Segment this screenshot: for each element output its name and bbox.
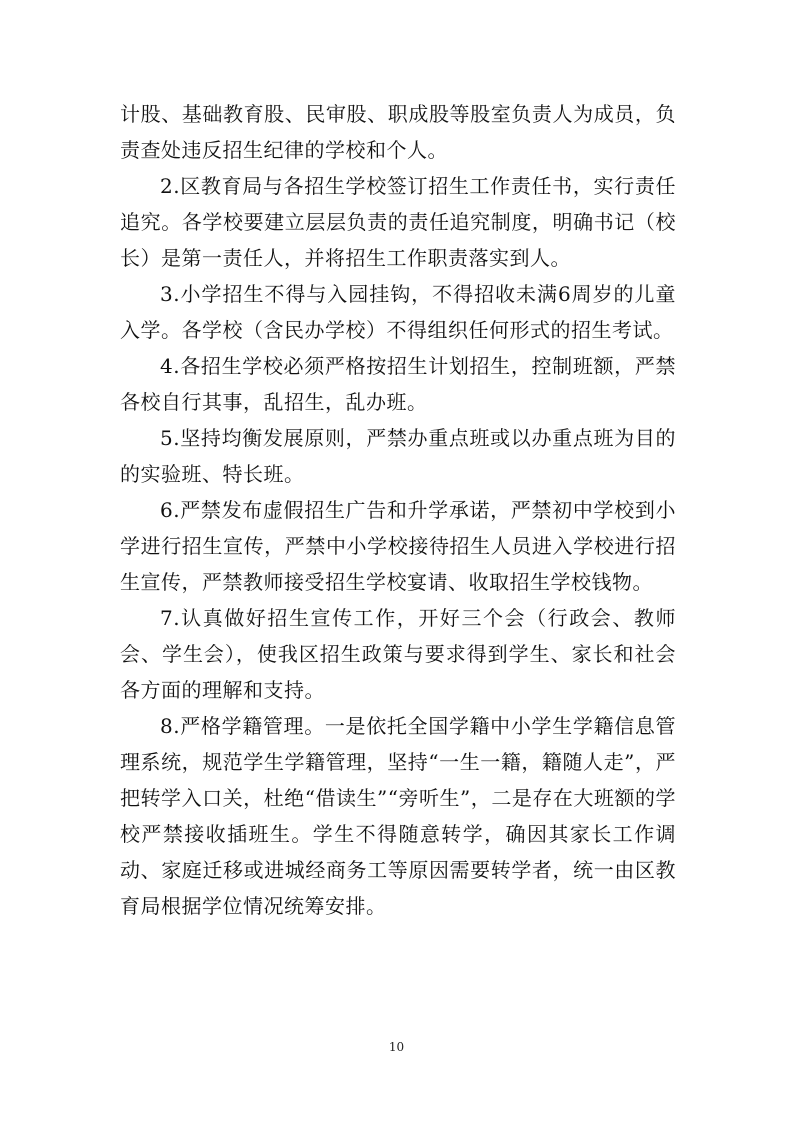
paragraph-continuation: 计股、基础教育股、民审股、职成股等股室负责人为成员，负责查处违反招生纪律的学校和个人。	[120, 102, 676, 162]
paragraph-item-2: 2.区教育局与各招生学校签订招生工作责任书，实行责任追究。各学校要建立层层负责的责任追究制度，明确书记（校长）是第一责任人，并将招生工作职责落实到人。	[120, 174, 676, 270]
paragraph-item-3: 3.小学招生不得与入园挂钩，不得招收未满6周岁的儿童入学。各学校（含民办学校）不得组织任何形式的招生考试。	[120, 282, 676, 342]
document-body	[120, 96, 676, 924]
paragraph-item-5: 5.坚持均衡发展原则，严禁办重点班或以办重点班为目的的实验班、特长班。	[120, 426, 676, 486]
paragraph-item-7: 7.认真做好招生宣传工作，开好三个会（行政会、教师会、学生会），使我区招生政策与要求得到学生、家长和社会各方面的理解和支持。	[120, 606, 676, 702]
paragraph-item-6: 6.严禁发布虚假招生广告和升学承诺，严禁初中学校到小学进行招生宣传，严禁中小学校接待招生人员进入学校进行招生宣传，严禁教师接受招生学校宴请、收取招生学校钱物。	[120, 498, 676, 594]
page-number: 10	[388, 1040, 405, 1054]
paragraph-item-4: 4.各招生学校必须严格按招生计划招生，控制班额，严禁各校自行其事，乱招生，乱办班。	[120, 354, 676, 414]
paragraph-item-8: 8.严格学籍管理。一是依托全国学籍中小学生学籍信息管理系统，规范学生学籍管理，坚持“一生一籍，籍随人走”，严把转学入口关，杜绝“借读生”“旁听生”，二是存在大班额的学校严禁接收插班生。学生不得随意转学，确因其家长工作调动、家庭迁移或进城经商务工等原因需要转学者，统一由区教育局根据学位情况统筹安排。	[120, 714, 676, 918]
